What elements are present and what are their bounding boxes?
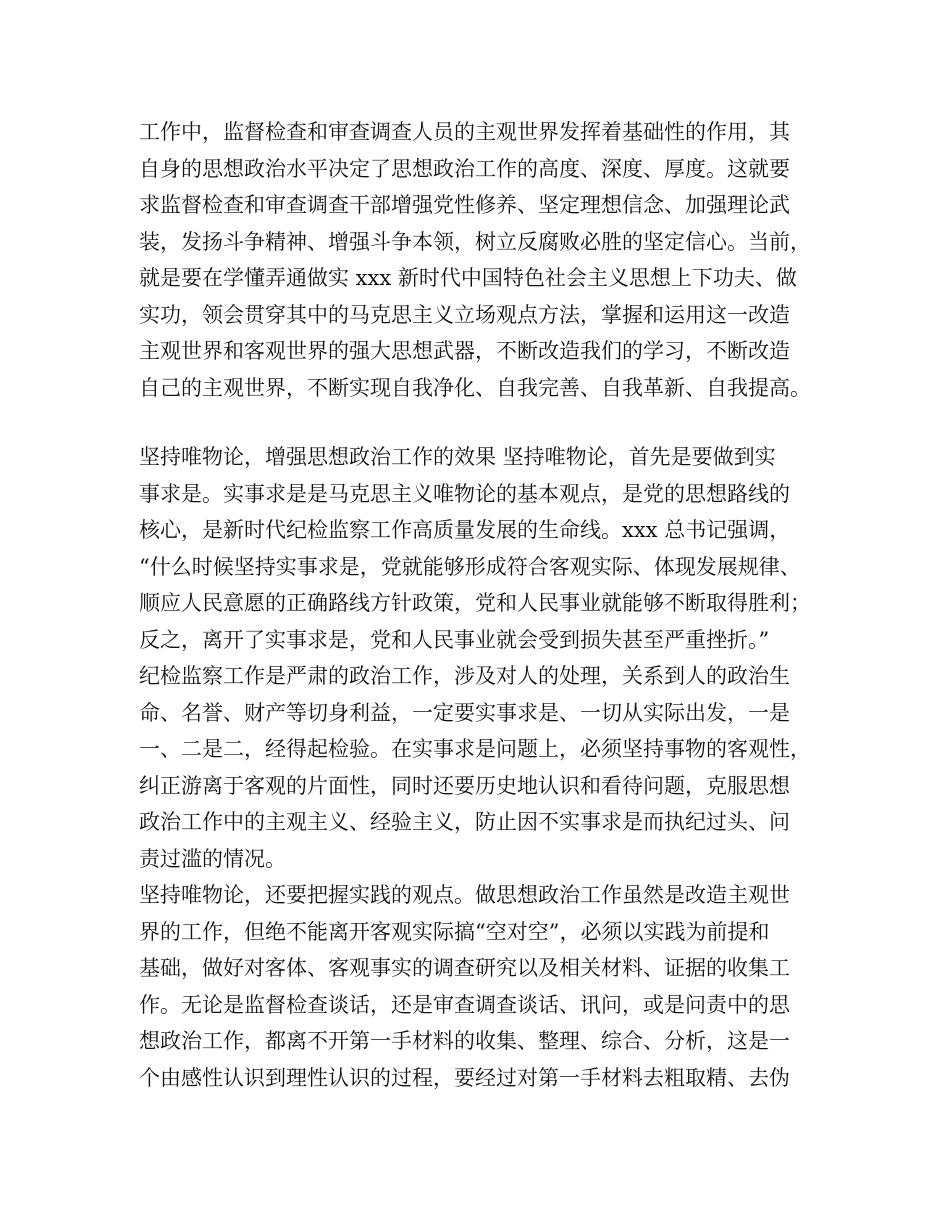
paragraph-1 bbox=[139, 114, 829, 406]
text-line: 顺应人民意愿的正确路线方针政策，党和人民事业就能够不断取得胜利； bbox=[139, 591, 811, 615]
paragraph-2 bbox=[139, 439, 829, 1096]
text-line: 核心，是新时代纪检监察工作高质量发展的生命线。xxx 总书记强调， bbox=[139, 518, 791, 542]
text-line: 纪检监察工作是严肃的政治工作，涉及对人的处理，关系到人的政治生 bbox=[139, 664, 790, 688]
text-line: 装，发扬斗争精神、增强斗争本领，树立反腐败必胜的坚定信心。当前， bbox=[139, 229, 811, 254]
text-line: 自身的思想政治水平决定了思想政治工作的高度、深度、厚度。这就要 bbox=[139, 156, 790, 181]
text-line: 事求是。实事求是是马克思主义唯物论的基本观点，是党的思想路线的 bbox=[139, 481, 790, 506]
text-line: 责过滥的情况。 bbox=[139, 846, 286, 871]
text-line: 界的工作，但绝不能离开客观实际搞“空对空”，必须以实践为前提和 bbox=[139, 919, 770, 944]
text-line: 一、二是二，经得起检验。在实事求是问题上，必须坚持事物的客观性， bbox=[139, 737, 811, 761]
text-line: 坚持唯物论，还要把握实践的观点。做思想政治工作虽然是改造主观世 bbox=[139, 883, 790, 907]
text-line: 反之，离开了实事求是，党和人民事业就会受到损失甚至严重挫折。” bbox=[139, 627, 770, 652]
text-line: 想政治工作，都离不开第一手材料的收集、整理、综合、分析，这是一 bbox=[139, 1029, 790, 1053]
text-line: 实功，领会贯穿其中的马克思主义立场观点方法，掌握和运用这一改造 bbox=[139, 302, 790, 327]
text-line: 命、名誉、财产等切身利益，一定要实事求是、一切从实际出发，一是 bbox=[139, 700, 790, 725]
text-line: 基础，做好对客体、客观事实的调查研究以及相关材料、证据的收集工 bbox=[139, 956, 790, 980]
text-line: 自己的主观世界，不断实现自我净化、自我完善、自我革新、自我提高。 bbox=[139, 375, 811, 400]
text-line: 作。无论是监督检查谈话，还是审查调查谈话、讯问，或是问责中的思 bbox=[139, 992, 790, 1017]
text-line: 工作中，监督检查和审查调查人员的主观世界发挥着基础性的作用，其 bbox=[139, 120, 790, 144]
text-line: 主观世界和客观世界的强大思想武器，不断改造我们的学习，不断改造 bbox=[139, 339, 790, 363]
text-line: “什么时候坚持实事求是，党就能够形成符合客观实际、体现发展规律、 bbox=[139, 554, 801, 579]
text-line: 就是要在学懂弄通做实 xxx 新时代中国特色社会主义思想上下功夫、做 bbox=[139, 266, 797, 290]
text-line: 政治工作中的主观主义、经验主义，防止因不实事求是而执纪过头、问 bbox=[139, 810, 790, 834]
text-line: 求监督检查和审查调查干部增强党性修养、坚定理想信念、加强理论武 bbox=[139, 193, 790, 217]
text-line: 坚持唯物论，增强思想政治工作的效果 坚持唯物论，首先是要做到实 bbox=[139, 445, 776, 469]
text-line: 纠正游离于客观的片面性，同时还要历史地认识和看待问题，克服思想 bbox=[139, 773, 790, 798]
text-line: 个由感性认识到理性认识的过程，要经过对第一手材料去粗取精、去伪 bbox=[139, 1065, 790, 1090]
